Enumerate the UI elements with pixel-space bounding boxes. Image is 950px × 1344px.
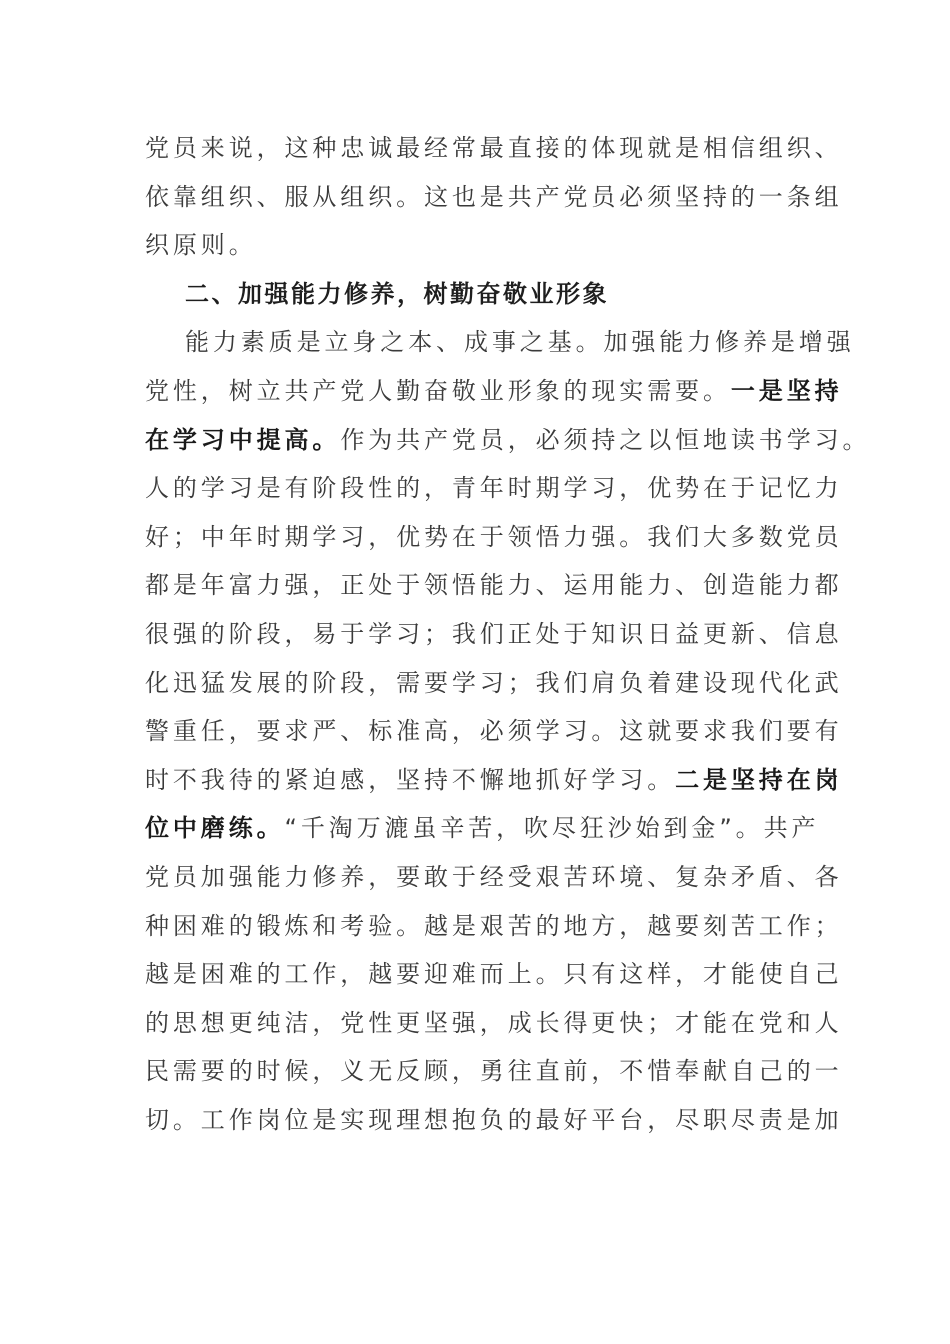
- text-line: 好；中年时期学习，优势在于领悟力强。我们大多数党员: [145, 522, 843, 551]
- text-line: 很强的阶段，易于学习；我们正处于知识日益更新、信息: [145, 619, 843, 648]
- text-line: [145, 756, 843, 805]
- text-line: 民需要的时候，义无反顾，勇往直前，不惜奉献自己的一: [145, 1057, 843, 1086]
- text-line: 都是年富力强，正处于领悟能力、运用能力、创造能力都: [145, 571, 843, 600]
- text-line: 切。工作岗位是实现理想抱负的最好平台，尽职尽责是加: [145, 1105, 843, 1134]
- text-line: [145, 367, 843, 416]
- text-line: 依靠组织、服从组织。这也是共产党员必须坚持的一条组: [145, 182, 843, 211]
- text-line: 党员加强能力修养，要敢于经受艰苦环境、复杂矛盾、各: [145, 862, 843, 891]
- text-line: 人的学习是有阶段性的，青年时期学习，优势在于记忆力: [145, 474, 843, 503]
- text-run: 党性，树立共产党人勤奋敬业形象的现实需要。: [145, 376, 731, 405]
- text-line: 警重任，要求严、标准高，必须学习。这就要求我们要有: [145, 717, 843, 746]
- bold-run: 二是坚持在岗: [675, 765, 843, 794]
- bold-run: 在学习中提高。: [145, 425, 341, 454]
- text-line: 种困难的锻炼和考验。越是艰苦的地方，越要刻苦工作；: [145, 911, 843, 940]
- text-line: 能力素质是立身之本、成事之基。加强能力修养是增强: [185, 328, 855, 357]
- text-line: 党员来说，这种忠诚最经常最直接的体现就是相信组织、: [145, 134, 843, 162]
- text-line: [145, 416, 871, 465]
- text-line: 化迅猛发展的阶段，需要学习；我们肩负着建设现代化武: [145, 668, 843, 697]
- text-line: 越是困难的工作，越要迎难而上。只有这样，才能使自己: [145, 960, 843, 989]
- text-line: 织原则。: [145, 231, 257, 260]
- bold-run: 位中磨练。: [145, 814, 285, 843]
- text-run: 作为共产党员，必须持之以恒地读书学习。: [340, 425, 871, 454]
- text-run: “千淘万漉虽辛苦，吹尽狂沙始到金”。共产: [284, 814, 820, 843]
- text-line: 的思想更纯洁，党性更坚强，成长得更快；才能在党和人: [145, 1008, 843, 1037]
- section-heading: 二、加强能力修养，树勤奋敬业形象: [185, 279, 609, 308]
- document-body: [145, 124, 871, 1144]
- text-run: 时不我待的紧迫感，坚持不懈地抓好学习。: [145, 765, 676, 794]
- text-line: [145, 804, 820, 853]
- bold-run: 一是坚持: [730, 376, 843, 405]
